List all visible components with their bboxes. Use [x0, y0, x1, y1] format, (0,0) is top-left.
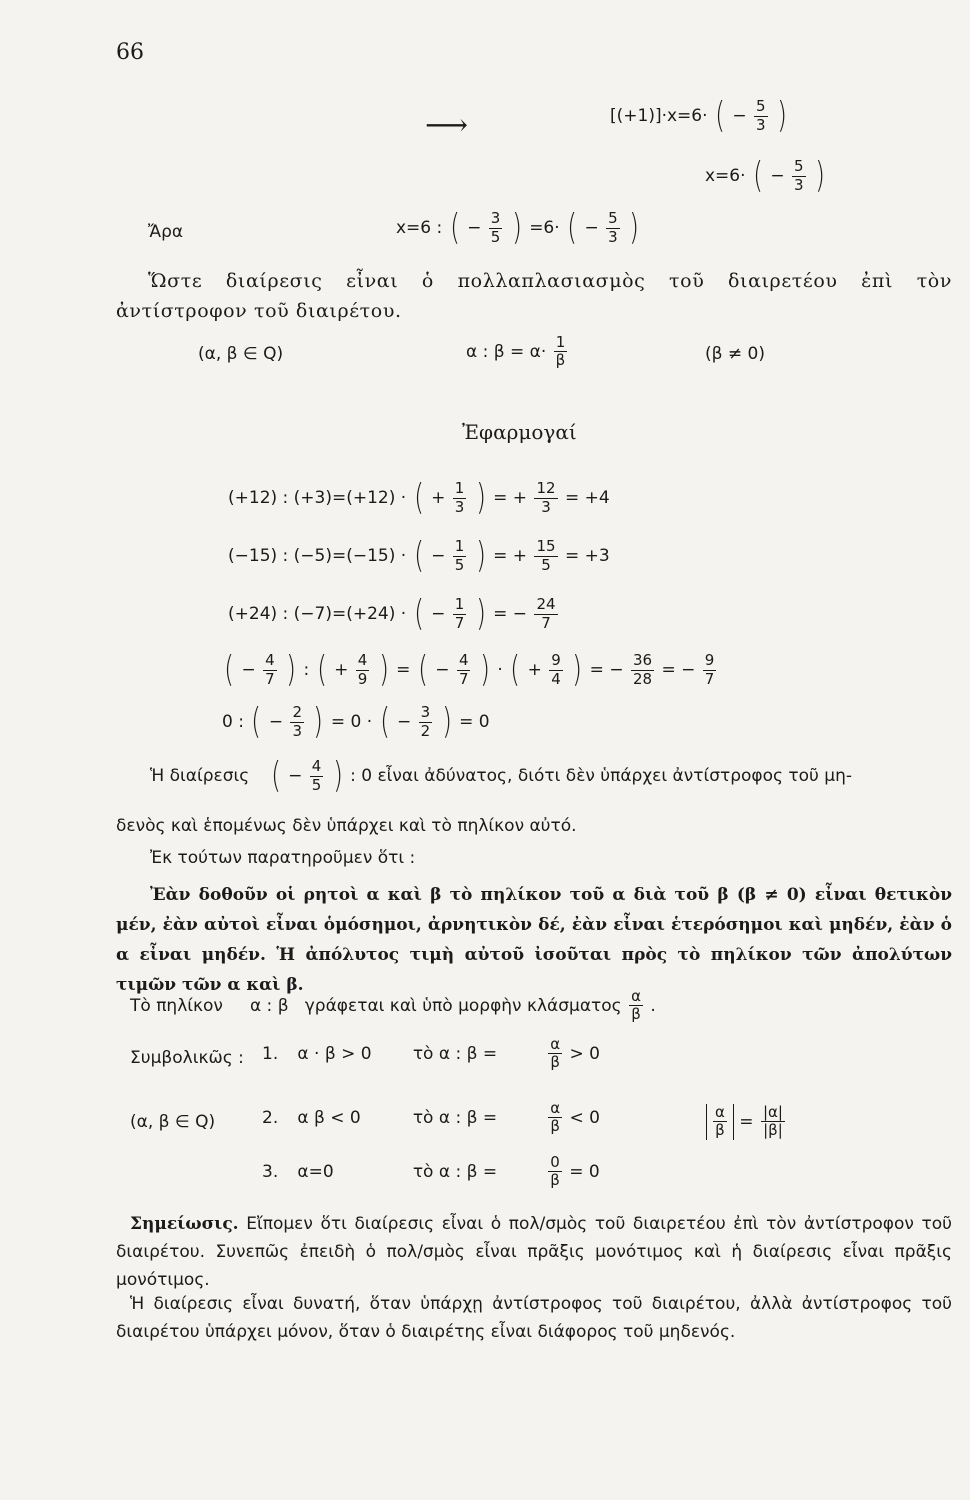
- absolute-value-left: [706, 1104, 734, 1140]
- note-paragraph-1: [116, 1210, 952, 1294]
- application-row-2: (−15) : (−5)=(−15) · ( − $\frac{1}{5}$ ) = + $\frac{15}{5}$ = +3: [228, 535, 610, 576]
- applications-heading: Ἐφαρμογαί: [462, 420, 577, 444]
- application-row-3: (+24) : (−7)=(+24) · ( − $\frac{1}{7}$ ) = − $\frac{24}{7}$: [228, 593, 556, 634]
- arrow-icon: ⟶: [425, 108, 469, 143]
- absolute-value-identity: $\frac{\alpha}{\beta}$ = $\frac{|\alpha|}{|\beta|}$: [706, 1104, 787, 1140]
- fraction: $\frac{9}{4}$: [551, 651, 561, 688]
- note-text-1: Εἴπομεν ὅτι διαίρεσις εἶναι ὁ πολ/σμὸς τοῦ διαιρετέου ἐπὶ τὸν ἀντίστροφον τοῦ διαιρέτου. Συνεπῶς ἐπειδὴ ὁ πολ/σμὸς εἶναι πρᾶξις μονότιμος καὶ ἡ διαίρεσις εἶναι πρᾶξις μονότιμος.: [116, 1214, 952, 1290]
- symbolic-case-2: 2. α β < 0 τὸ α : β = $\frac{\alpha}{\beta}$ < 0: [262, 1099, 600, 1136]
- fraction: $\frac{5}{3}$: [756, 97, 766, 134]
- top-equation-1: [(+1)]·x=6· ( − $\frac{5}{3}$ ): [610, 95, 787, 136]
- impossible-line-2: δενὸς καὶ ἑπομένως δὲν ὑπάρχει καὶ τὸ πηλίκον αὐτό.: [116, 816, 577, 836]
- fraction: $\frac{4}{7}$: [458, 651, 469, 688]
- rule-domain: (α, β ∈ Q): [198, 344, 284, 364]
- note-paragraph-2: Ἡ διαίρεσις εἶναι δυνατή, ὅταν ὑπάρχῃ ἀντίστροφος τοῦ διαιρέτου, ἀλλὰ ἀντίστροφος τοῦ διαιρέτου ὑπάρχει μόνον, ὅταν ὁ διαιρέτης εἶναι διάφορος τοῦ μηδενός.: [116, 1294, 952, 1342]
- fraction: $\frac{1}{\beta}$: [555, 333, 566, 370]
- fraction: $\frac{4}{7}$: [265, 651, 275, 688]
- application-row-4: ( − $\frac{4}{7}$ ) : ( + $\frac{4}{9}$ ) = ( − $\frac{4}{7}$ ) · ( + $\frac{9}{4}$ ) = − $\frac{36}{28}$ = − $\frac{9}{7}$: [224, 649, 715, 690]
- fraction: $\frac{\alpha}{\beta}$: [715, 1103, 725, 1140]
- fraction-form: Τὸ πηλίκον α : β γράφεται καὶ ὑπὸ μορφὴν κλάσματος $\frac{\alpha}{\beta}$ .: [130, 987, 656, 1024]
- fraction: $\frac{1}{7}$: [454, 595, 465, 632]
- fraction: $\frac{1}{3}$: [454, 479, 465, 516]
- rule-condition: (β ≠ 0): [705, 344, 765, 364]
- ara-equation: x=6 : ( − $\frac{3}{5}$ ) =6· ( − $\frac{5}{3}$ ): [396, 207, 640, 248]
- page-number: 66: [116, 40, 144, 65]
- fraction: $\frac{15}{5}$: [536, 537, 556, 574]
- rule-text: Ὥστε διαίρεσις εἶναι ὁ πολλαπλασιασμὸς τοῦ διαιρετέου ἐπὶ τὸν ἀντίστροφον τοῦ διαιρέτου.: [116, 270, 952, 322]
- fraction: $\frac{\alpha}{\beta}$: [631, 987, 641, 1024]
- rule-formula: α : β = α· $\frac{1}{\beta}$: [466, 333, 566, 370]
- symbolic-label: Συμβολικῶς :: [130, 1048, 244, 1068]
- observe-text: Ἐκ τούτων παρατηροῦμεν ὅτι :: [150, 848, 416, 868]
- fraction: $\frac{5}{3}$: [794, 157, 804, 194]
- fraction: $\frac{4}{5}$: [311, 757, 322, 794]
- fraction: $\frac{1}{5}$: [454, 537, 465, 574]
- theorem-text: Ἐὰν δοθοῦν οἱ ρητοὶ α καὶ β τὸ πηλίκον τοῦ α διὰ τοῦ β (β ≠ 0) εἶναι θετικὸν μέν, ἐὰν αὐτοὶ εἶναι ὁμόσημοι, ἀρνητικὸν δέ, ἐὰν εἶναι ἑτερόσημοι καὶ μηδέν, ἐὰν ὁ α εἶναι μηδέν. Ἡ ἀπόλυτος τιμὴ αὐτοῦ ἰσοῦται πρὸς τὸ πηλίκον τῶν ἀπολύτων τιμῶν τῶν α καὶ β.: [116, 885, 952, 995]
- fraction: $\frac{2}{3}$: [292, 703, 303, 740]
- fraction: $\frac{|\alpha|}{|\beta|}$: [762, 1103, 783, 1140]
- note-label: Σημείωσις.: [130, 1214, 239, 1234]
- symbolic-case-3: 3. α=0 τὸ α : β = $\frac{0}{\beta}$ = 0: [262, 1153, 600, 1190]
- fraction: $\frac{\alpha}{\beta}$: [550, 1035, 561, 1072]
- symbolic-case-1: 1. α · β > 0 τὸ α : β = $\frac{\alpha}{\beta}$ > 0: [262, 1035, 600, 1072]
- top-eq1-lhs: [(+1)]·x=6·: [610, 106, 708, 126]
- top-equation-2: x=6· ( − $\frac{5}{3}$ ): [705, 155, 825, 196]
- fraction: $\frac{0}{\beta}$: [550, 1153, 560, 1190]
- fraction: $\frac{24}{7}$: [536, 595, 556, 632]
- application-row-5: 0 : ( − $\frac{2}{3}$ ) = 0 · ( − $\frac{3}{2}$ ) = 0: [222, 701, 490, 742]
- application-row-1: (+12) : (+3)=(+12) · ( + $\frac{1}{3}$ ) = + $\frac{12}{3}$ = +4: [228, 477, 610, 518]
- fraction: $\frac{9}{7}$: [704, 651, 715, 688]
- fraction: $\frac{4}{9}$: [357, 651, 368, 688]
- impossible-line-1: Ἡ διαίρεσις ( − $\frac{4}{5}$ ) : 0 εἶναι ἀδύνατος, διότι δὲν ὑπάρχει ἀντίστροφος τοῦ μη-: [150, 755, 852, 796]
- ara-word: Ἄρα: [148, 222, 184, 242]
- fraction: $\frac{5}{3}$: [608, 209, 618, 246]
- fraction: $\frac{3}{5}$: [490, 209, 501, 246]
- fraction: $\frac{12}{3}$: [536, 479, 556, 516]
- symbolic-domain: (α, β ∈ Q): [130, 1112, 216, 1132]
- fraction: $\frac{3}{2}$: [420, 703, 431, 740]
- fraction: $\frac{36}{28}$: [632, 651, 653, 688]
- fraction: $\frac{\alpha}{\beta}$: [550, 1099, 561, 1136]
